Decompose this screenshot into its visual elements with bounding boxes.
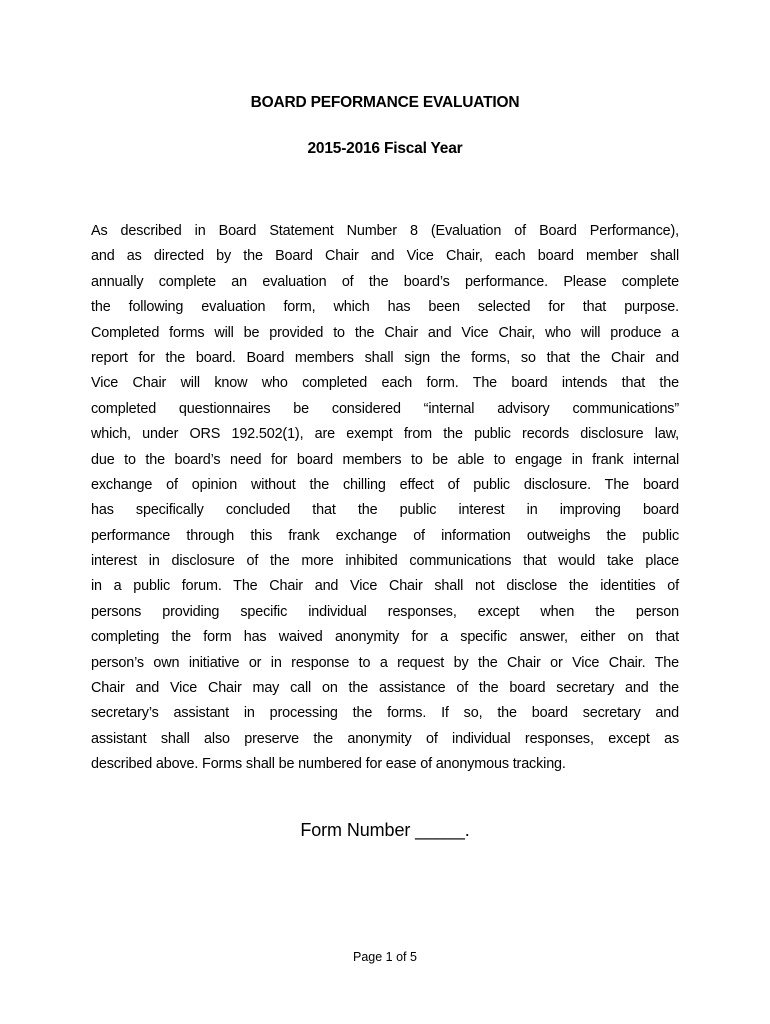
body-line: Vice Chair will know who completed each form. The board intends that the <box>91 375 679 392</box>
body-line: has specifically concluded that the public interest in improving board <box>91 502 679 519</box>
body-line: described above. Forms shall be numbered for ease of anonymous tracking. <box>91 756 566 773</box>
body-line: completing the form has waived anonymity for a specific answer, either on that <box>91 629 679 646</box>
body-line: and as directed by the Board Chair and Vice Chair, each board member shall <box>91 248 679 265</box>
document-title: BOARD PEFORMANCE EVALUATION <box>250 94 520 111</box>
body-line: person’s own initiative or in response to a request by the Chair or Vice Chair. The <box>91 654 679 671</box>
body-line: persons providing specific individual responses, except when the person <box>91 603 679 620</box>
form-number-field: Form Number _____. <box>300 820 470 840</box>
body-line: Completed forms will be provided to the Chair and Vice Chair, who will produce a <box>91 324 679 341</box>
page-footer: Page 1 of 5 <box>353 950 417 964</box>
body-line: completed questionnaires be considered “internal advisory communications” <box>91 400 679 417</box>
body-line: in a public forum. The Chair and Vice Chair shall not disclose the identities of <box>91 578 679 595</box>
body-line: report for the board. Board members shall sign the forms, so that the Chair and <box>91 349 679 366</box>
body-line: exchange of opinion without the chilling effect of public disclosure. The board <box>91 476 679 493</box>
body-line: Chair and Vice Chair may call on the assistance of the board secretary and the <box>91 680 679 697</box>
body-line: performance through this frank exchange of information outweighs the public <box>91 527 679 544</box>
body-line: the following evaluation form, which has been selected for that purpose. <box>91 299 679 316</box>
body-line: annually complete an evaluation of the board’s performance. Please complete <box>91 273 679 290</box>
body-paragraph <box>91 219 679 778</box>
body-line: secretary’s assistant in processing the forms. If so, the board secretary and <box>91 705 679 722</box>
body-line: interest in disclosure of the more inhibited communications that would take place <box>91 553 679 570</box>
body-line: which, under ORS 192.502(1), are exempt from the public records disclosure law, <box>91 426 679 443</box>
fiscal-year-subtitle: 2015-2016 Fiscal Year <box>307 140 463 157</box>
body-line: As described in Board Statement Number 8 (Evaluation of Board Performance), <box>91 223 679 239</box>
body-line: due to the board’s need for board members to be able to engage in frank internal <box>91 451 679 468</box>
body-line: assistant shall also preserve the anonymity of individual responses, except as <box>91 730 679 747</box>
